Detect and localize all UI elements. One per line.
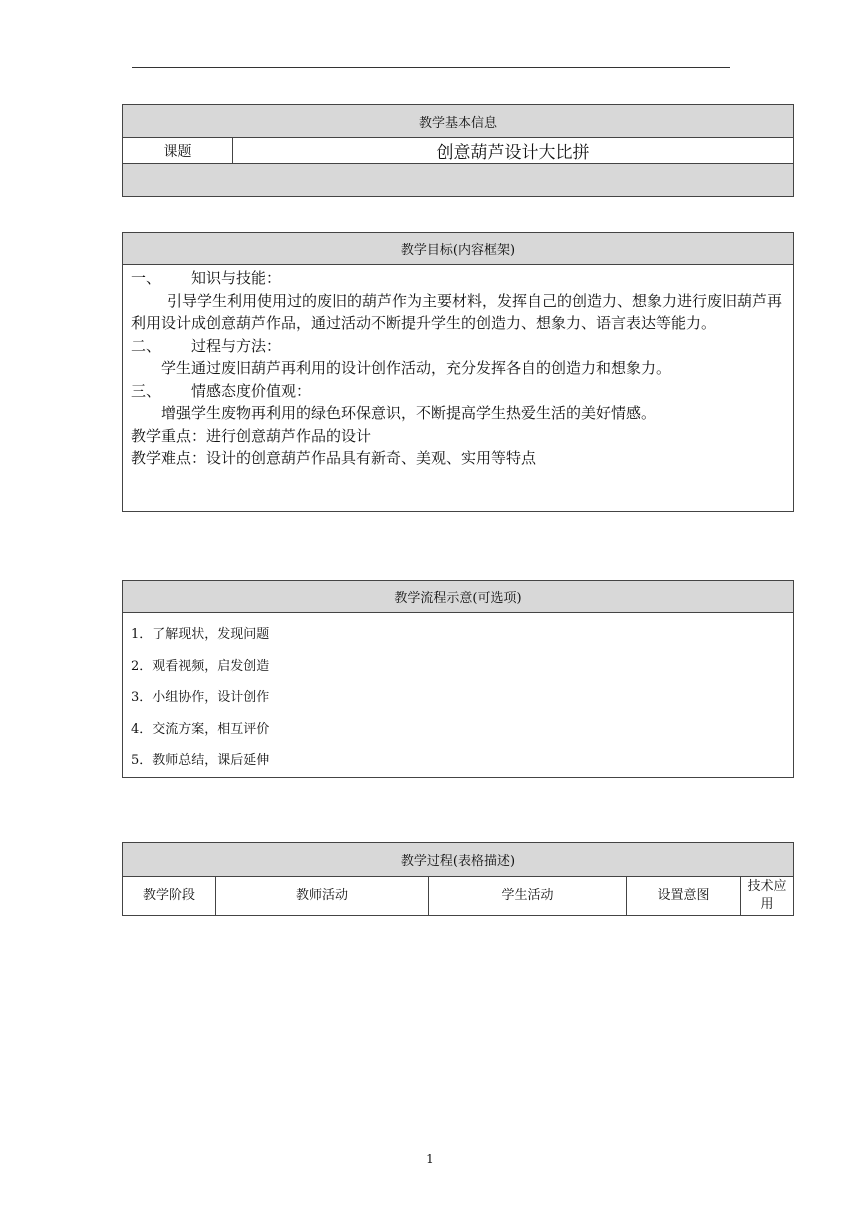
process-table: [122, 842, 794, 916]
column-header-teacher: 教师活动: [216, 877, 429, 916]
column-header-stage: 教学阶段: [123, 877, 216, 916]
header-rule: [132, 67, 730, 68]
objective-heading-3: 三、 情感态度价值观：: [131, 381, 312, 400]
flow-steps: [123, 613, 794, 778]
basic-info-blank-row: [123, 164, 794, 197]
objective-text-1: 引导学生利用使用过的废旧的葫芦作为主要材料，发挥自己的创造力、想象力进行废旧葫芦再利用设计成创意葫芦作品，通过活动不断提升学生的创造力、想象力、语言表达等能力。: [131, 291, 783, 332]
column-header-intent: 设置意图: [627, 877, 741, 916]
flow-step: 2．观看视频，启发创造: [131, 658, 270, 674]
objectives-body: [123, 265, 794, 512]
objectives-table: [122, 232, 794, 512]
objective-heading-1: 一、 知识与技能：: [131, 269, 282, 287]
page-number: 1: [426, 1152, 434, 1166]
basic-info-table: [122, 104, 794, 197]
flow-header: 教学流程示意(可选项): [123, 581, 794, 613]
topic-value: 创意葫芦设计大比拼: [233, 138, 794, 164]
flow-step: 1．了解现状，发现问题: [131, 627, 270, 642]
flow-table: [122, 580, 794, 778]
column-header-tech: 技术应用: [741, 877, 794, 916]
objective-text-2: 学生通过废旧葫芦再利用的设计创作活动，充分发挥各自的创造力和想象力。: [161, 359, 672, 377]
flow-step: 4．交流方案，相互评价: [131, 721, 270, 737]
objectives-header: 教学目标(内容框架): [123, 233, 794, 265]
flow-step: 5．教师总结，课后延伸: [131, 753, 270, 769]
flow-step: 3．小组协作，设计创作: [131, 690, 270, 706]
column-header-student: 学生活动: [429, 877, 627, 916]
key-point: 教学重点：进行创意葫芦作品的设计: [131, 426, 372, 445]
topic-label: 课题: [123, 138, 233, 164]
difficulty-point: 教学难点：设计的创意葫芦作品具有新奇、美观、实用等特点: [131, 449, 537, 467]
basic-info-header: 教学基本信息: [123, 105, 794, 138]
objective-heading-2: 二、 过程与方法：: [131, 336, 282, 355]
process-header: 教学过程(表格描述): [123, 843, 794, 877]
objective-text-3: 增强学生废物再利用的绿色环保意识，不断提高学生热爱生活的美好情感。: [161, 404, 657, 422]
